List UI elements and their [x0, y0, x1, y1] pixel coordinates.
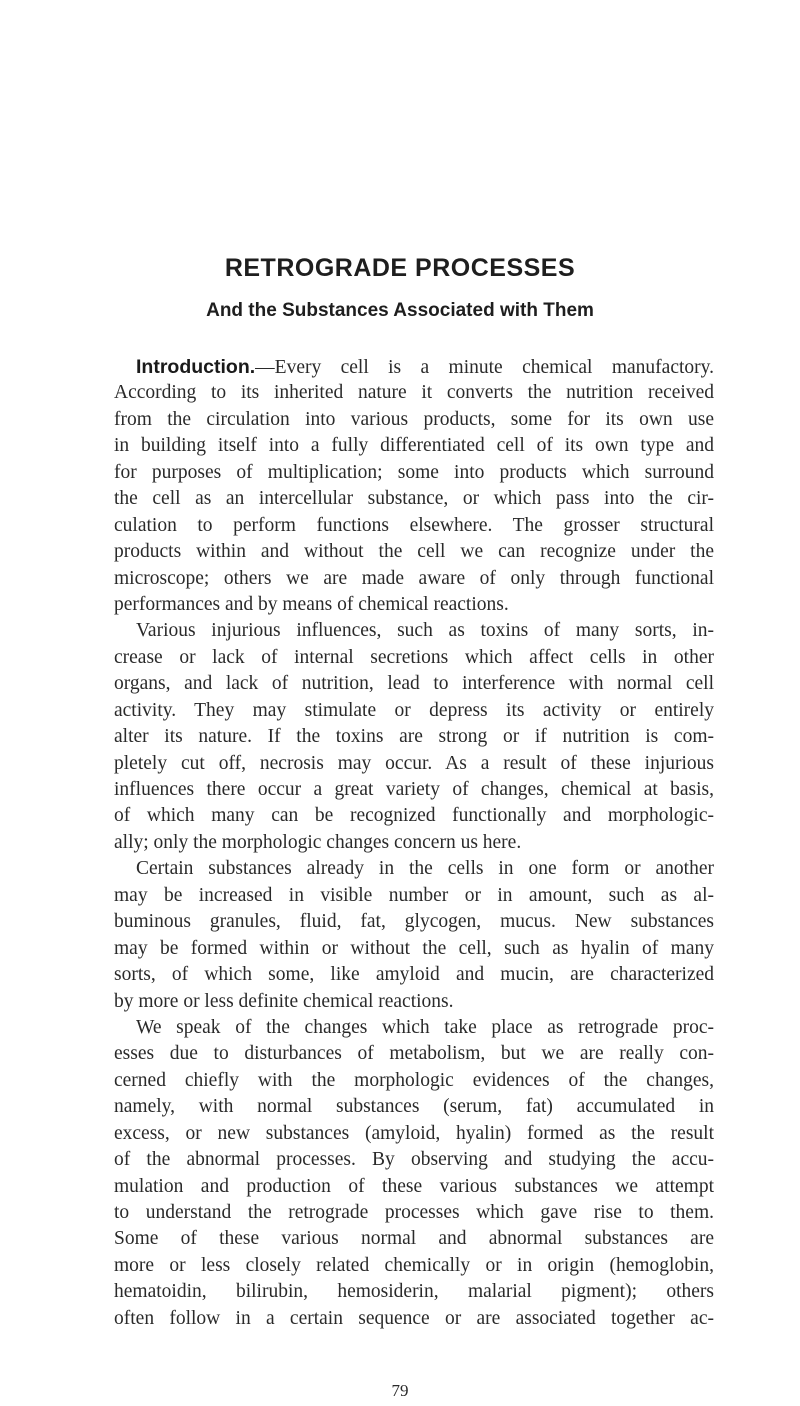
- text-line: for purposes of multiplication; some into products which surround: [114, 461, 714, 483]
- text-line: often follow in a certain sequence or are associated together ac-: [114, 1307, 714, 1329]
- text-line: Various injurious influences, such as toxins of many sorts, in-: [136, 620, 714, 642]
- text-line: activity. They may stimulate or depress its activity or entirely: [114, 699, 714, 721]
- text-line: We speak of the changes which take place as retrograde proc-: [136, 1016, 714, 1038]
- introduction-lead: Introduction.: [136, 356, 256, 378]
- text-line: in building itself into a fully differentiated cell of its own type and: [114, 435, 714, 457]
- page-number: 79: [391, 1381, 409, 1400]
- text-line: esses due to disturbances of metabolism, but we are really con-: [114, 1043, 714, 1065]
- text-line: According to its inherited nature it converts the nutrition received: [114, 382, 714, 404]
- text-line: buminous granules, fluid, fat, glycogen, mucus. New substances: [114, 911, 714, 933]
- text-line: pletely cut off, necrosis may occur. As a result of these injurious: [114, 752, 714, 774]
- text-line: sorts, of which some, like amyloid and mucin, are characterized: [114, 964, 714, 986]
- text-line: may be increased in visible number or in amount, such as al-: [114, 884, 714, 906]
- text-line: microscope; others we are made aware of only through functional: [114, 567, 714, 589]
- text-line: influences there occur a great variety of changes, chemical at basis,: [114, 779, 714, 800]
- text-line: of which many can be recognized functionally and morphologic-: [114, 805, 714, 827]
- text-line: Certain substances already in the cells in one form or another: [136, 858, 714, 880]
- text-line: more or less closely related chemically or in origin (hemoglobin,: [114, 1254, 714, 1276]
- text-line: excess, or new substances (amyloid, hyalin) formed as the result: [114, 1122, 714, 1144]
- text-line: crease or lack of internal secretions which affect cells in other: [114, 646, 714, 668]
- text-line: organs, and lack of nutrition, lead to interference with normal cell: [114, 673, 714, 695]
- text-line: may be formed within or without the cell, such as hyalin of many: [114, 937, 714, 959]
- text-line: culation to perform functions elsewhere. The grosser structural: [114, 514, 714, 536]
- text-line: mulation and production of these various substances we attempt: [114, 1175, 714, 1197]
- body-text: [114, 354, 714, 1332]
- text-line: the cell as an intercellular substance, or which pass into the cir-: [114, 488, 714, 510]
- text-line: to understand the retrograde processes which gave rise to them.: [114, 1202, 714, 1223]
- text-line: Some of these various normal and abnormal substances are: [114, 1228, 714, 1250]
- text-line: from the circulation into various products, some for its own use: [114, 408, 714, 430]
- text-line: namely, with normal substances (serum, fat) accumulated in: [114, 1096, 714, 1118]
- text-line: alter its nature. If the toxins are strong or if nutrition is com-: [114, 726, 714, 748]
- text-line: ally; only the morphologic changes concern us here.: [114, 831, 522, 853]
- text-line: performances and by means of chemical reactions.: [114, 593, 509, 615]
- text-line: products within and without the cell we can recognize under the: [114, 541, 714, 563]
- text-line: cerned chiefly with the morphologic evidences of the changes,: [114, 1069, 714, 1091]
- text-line: [114, 354, 714, 380]
- text-line: by more or less definite chemical reactions.: [114, 990, 454, 1012]
- text-line: hematoidin, bilirubin, hemosiderin, malarial pigment); others: [114, 1281, 714, 1303]
- chapter-subtitle: And the Substances Associated with Them: [206, 300, 594, 321]
- text-line: of the abnormal processes. By observing and studying the accu-: [114, 1149, 714, 1171]
- chapter-title: RETROGRADE PROCESSES: [224, 254, 576, 282]
- text-line-content: —Every cell is a minute chemical manufactory.: [255, 357, 714, 378]
